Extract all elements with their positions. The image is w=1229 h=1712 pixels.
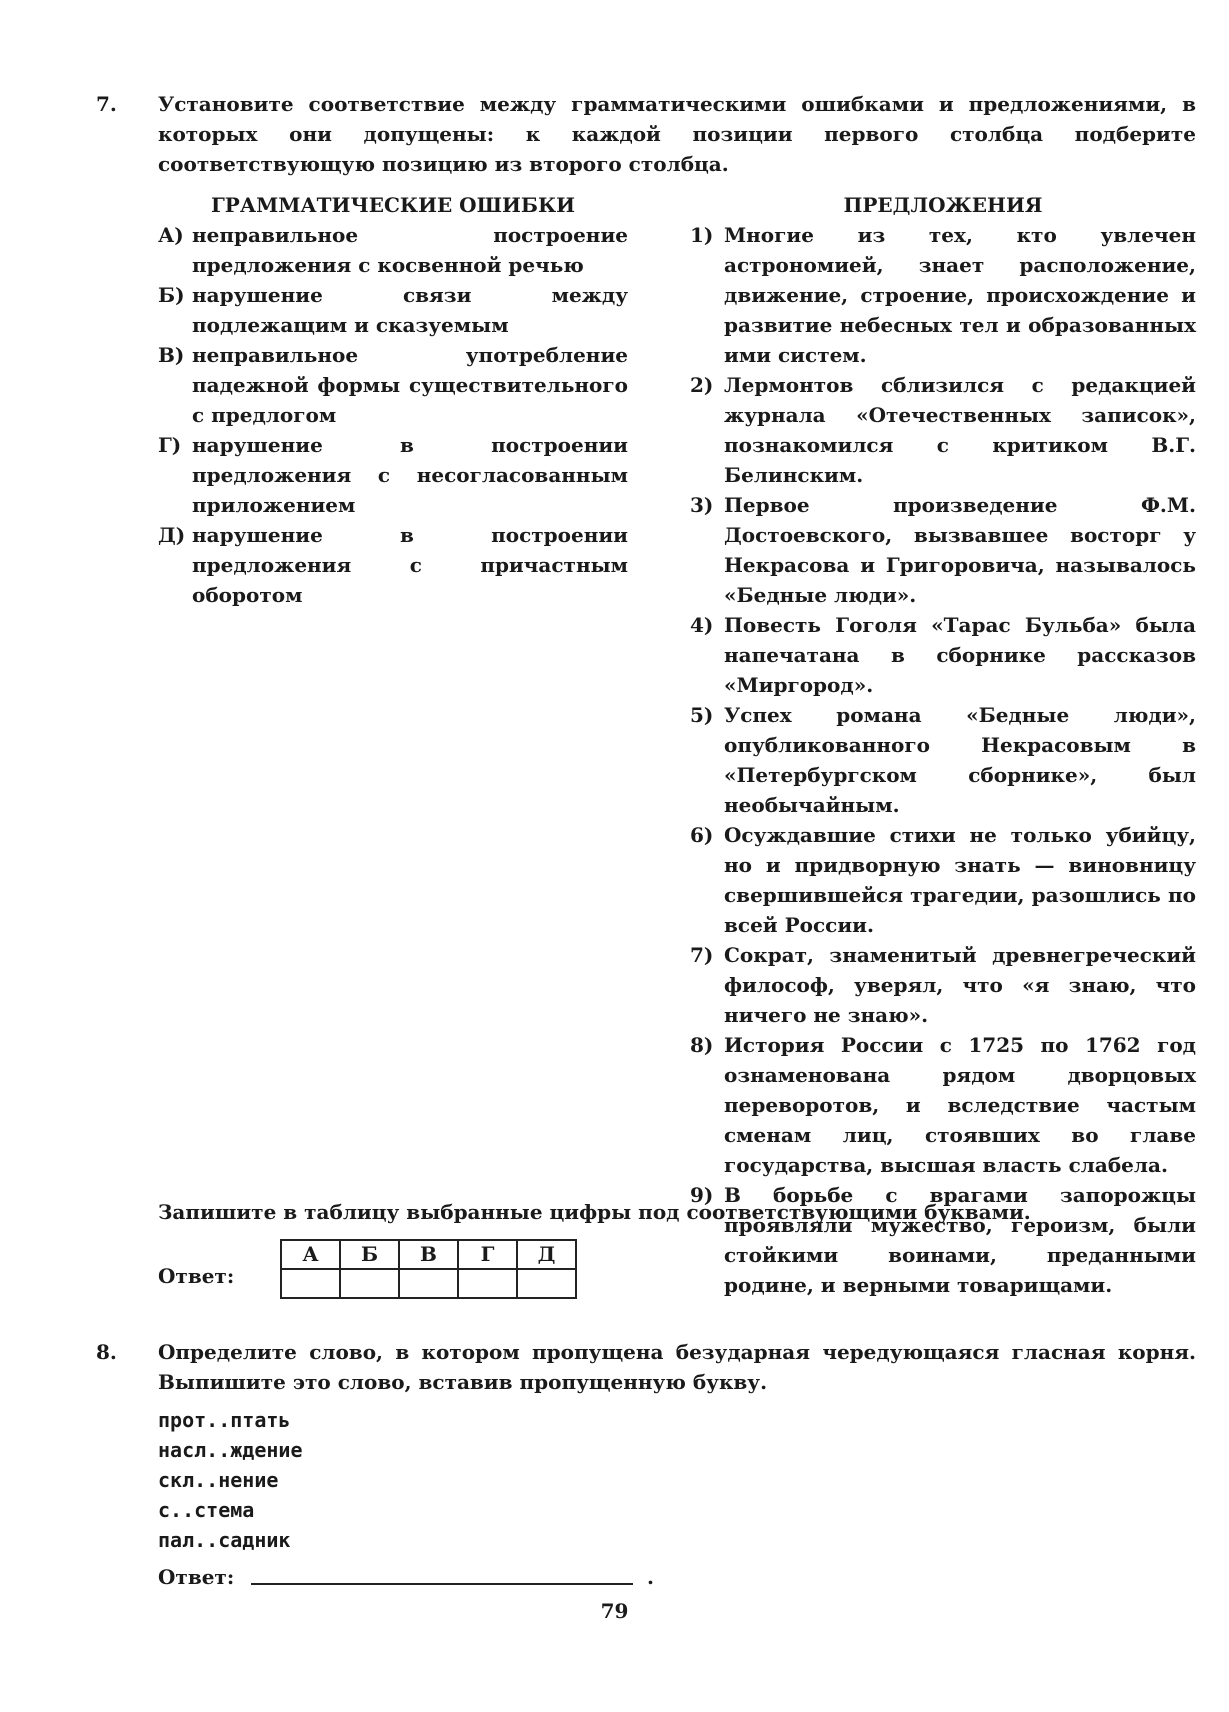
error-text: неправильное построение предложения с косвенной речью	[192, 223, 628, 277]
sentence-text: Лермонтов сблизился с редакцией журнала «Отечественных записок», познакомился с критиком В.Г. Белинским.	[724, 373, 1196, 487]
sentence-item	[690, 370, 1196, 490]
sentence-number: 1)	[690, 223, 714, 247]
word-item: скл..нение	[158, 1468, 279, 1492]
sentence-number: 5)	[690, 703, 714, 727]
sentence-item	[690, 610, 1196, 700]
error-item	[158, 520, 628, 610]
answer-table-letter: Г	[458, 1240, 517, 1269]
sentences-column	[690, 190, 1196, 1300]
answer-table-cell[interactable]	[458, 1269, 517, 1298]
errors-column	[158, 190, 628, 610]
sentence-text: В борьбе с врагами запорожцы проявляли мужество, героизм, были стойкими воинами, преданными родине, и верными товарищами.	[724, 1183, 1196, 1297]
sentence-number: 8)	[690, 1033, 714, 1057]
sentence-text: История России с 1725 по 1762 год ознаменована рядом дворцовых переворотов, и вследствие частым сменам лиц, стоявших во главе государства, высшая власть слабела.	[724, 1033, 1196, 1177]
word-list	[158, 1405, 303, 1555]
sentence-text: Успех романа «Бедные люди», опубликованного Некрасовым в «Петербургском сборнике», был необычайным.	[724, 703, 1196, 817]
answer-table-cell[interactable]	[399, 1269, 458, 1298]
sentence-number: 4)	[690, 613, 714, 637]
sentence-text: Сократ, знаменитый древнегреческий философ, уверял, что «я знаю, что ничего не знаю».	[724, 943, 1196, 1027]
sentences-header: ПРЕДЛОЖЕНИЯ	[843, 193, 1043, 217]
answer-label-7: Ответ:	[158, 1264, 235, 1288]
error-text: нарушение в построении предложения с несогласованным приложением	[192, 433, 628, 517]
error-item	[158, 340, 628, 430]
word-item: насл..ждение	[158, 1438, 303, 1462]
sentence-item	[690, 940, 1196, 1030]
answer-end-dot: .	[647, 1565, 654, 1589]
error-letter: В)	[158, 343, 185, 367]
answer-table-cell[interactable]	[340, 1269, 399, 1298]
answer-table-letter: В	[399, 1240, 458, 1269]
answer-line[interactable]	[251, 1583, 633, 1585]
error-text: неправильное употребление падежной формы существительного с предлогом	[192, 343, 628, 427]
error-letter: Г)	[158, 433, 182, 457]
answer-table-letter: А	[281, 1240, 340, 1269]
sentence-item	[690, 700, 1196, 820]
errors-list	[158, 220, 628, 610]
task-8	[96, 1337, 1196, 1397]
sentence-item	[690, 220, 1196, 370]
error-item	[158, 280, 628, 340]
answer-table	[280, 1239, 577, 1299]
sentences-list	[690, 220, 1196, 1300]
word-item: с..стема	[158, 1498, 255, 1522]
answer-label-8: Ответ:	[158, 1565, 235, 1589]
word-item: пал..садник	[158, 1528, 291, 1552]
task-7	[96, 89, 1196, 179]
error-text: нарушение в построении предложения с причастным оборотом	[192, 523, 628, 607]
sentence-text: Повесть Гоголя «Тарас Бульба» была напечатана в сборнике рассказов «Миргород».	[724, 613, 1196, 697]
answer-table-cell[interactable]	[281, 1269, 340, 1298]
sentence-number: 2)	[690, 373, 714, 397]
sentence-number: 7)	[690, 943, 714, 967]
sentence-item	[690, 490, 1196, 610]
sentence-number: 3)	[690, 493, 714, 517]
answer-table-letter: Б	[340, 1240, 399, 1269]
instruction: Запишите в таблицу выбранные цифры под соответствующими буквами.	[158, 1200, 1031, 1224]
word-item: прот..птать	[158, 1408, 291, 1432]
sentence-text: Осуждавшие стихи не только убийцу, но и придворную знать — виновницу свершившейся трагедии, разошлись по всей России.	[724, 823, 1196, 937]
answer-table-letter: Д	[517, 1240, 576, 1269]
answer-table-cell[interactable]	[517, 1269, 576, 1298]
sentence-text: Первое произведение Ф.М. Достоевского, вызвавшее восторг у Некрасова и Григоровича, называлось «Бедные люди».	[724, 493, 1196, 607]
error-item	[158, 220, 628, 280]
sentence-number: 9)	[690, 1183, 714, 1207]
errors-header: ГРАММАТИЧЕСКИЕ ОШИБКИ	[210, 193, 576, 217]
sentence-number: 6)	[690, 823, 714, 847]
error-letter: Б)	[158, 283, 185, 307]
error-letter: А)	[158, 223, 184, 247]
sentence-item	[690, 1030, 1196, 1180]
task-text: Установите соответствие между грамматическими ошибками и предложениями, в которых они допущены: к каждой позиции первого столбца подберите соответствующую позицию из второго столбца.	[158, 92, 1196, 176]
answer-table-input-row	[281, 1269, 576, 1298]
task-number: 8.	[96, 1340, 117, 1364]
task-text: Определите слово, в котором пропущена безударная чередующаяся гласная корня. Выпишите это слово, вставив пропущенную букву.	[158, 1340, 1196, 1394]
sentence-item	[690, 820, 1196, 940]
answer-table-header-row	[281, 1240, 576, 1269]
error-text: нарушение связи между подлежащим и сказуемым	[192, 283, 628, 337]
error-letter: Д)	[158, 523, 186, 547]
page-number: 79	[600, 1599, 629, 1623]
task-number: 7.	[96, 92, 117, 116]
sentence-text: Многие из тех, кто увлечен астрономией, знает расположение, движение, строение, происхождение и развитие небесных тел и образованных ими систем.	[724, 223, 1196, 367]
error-item	[158, 430, 628, 520]
